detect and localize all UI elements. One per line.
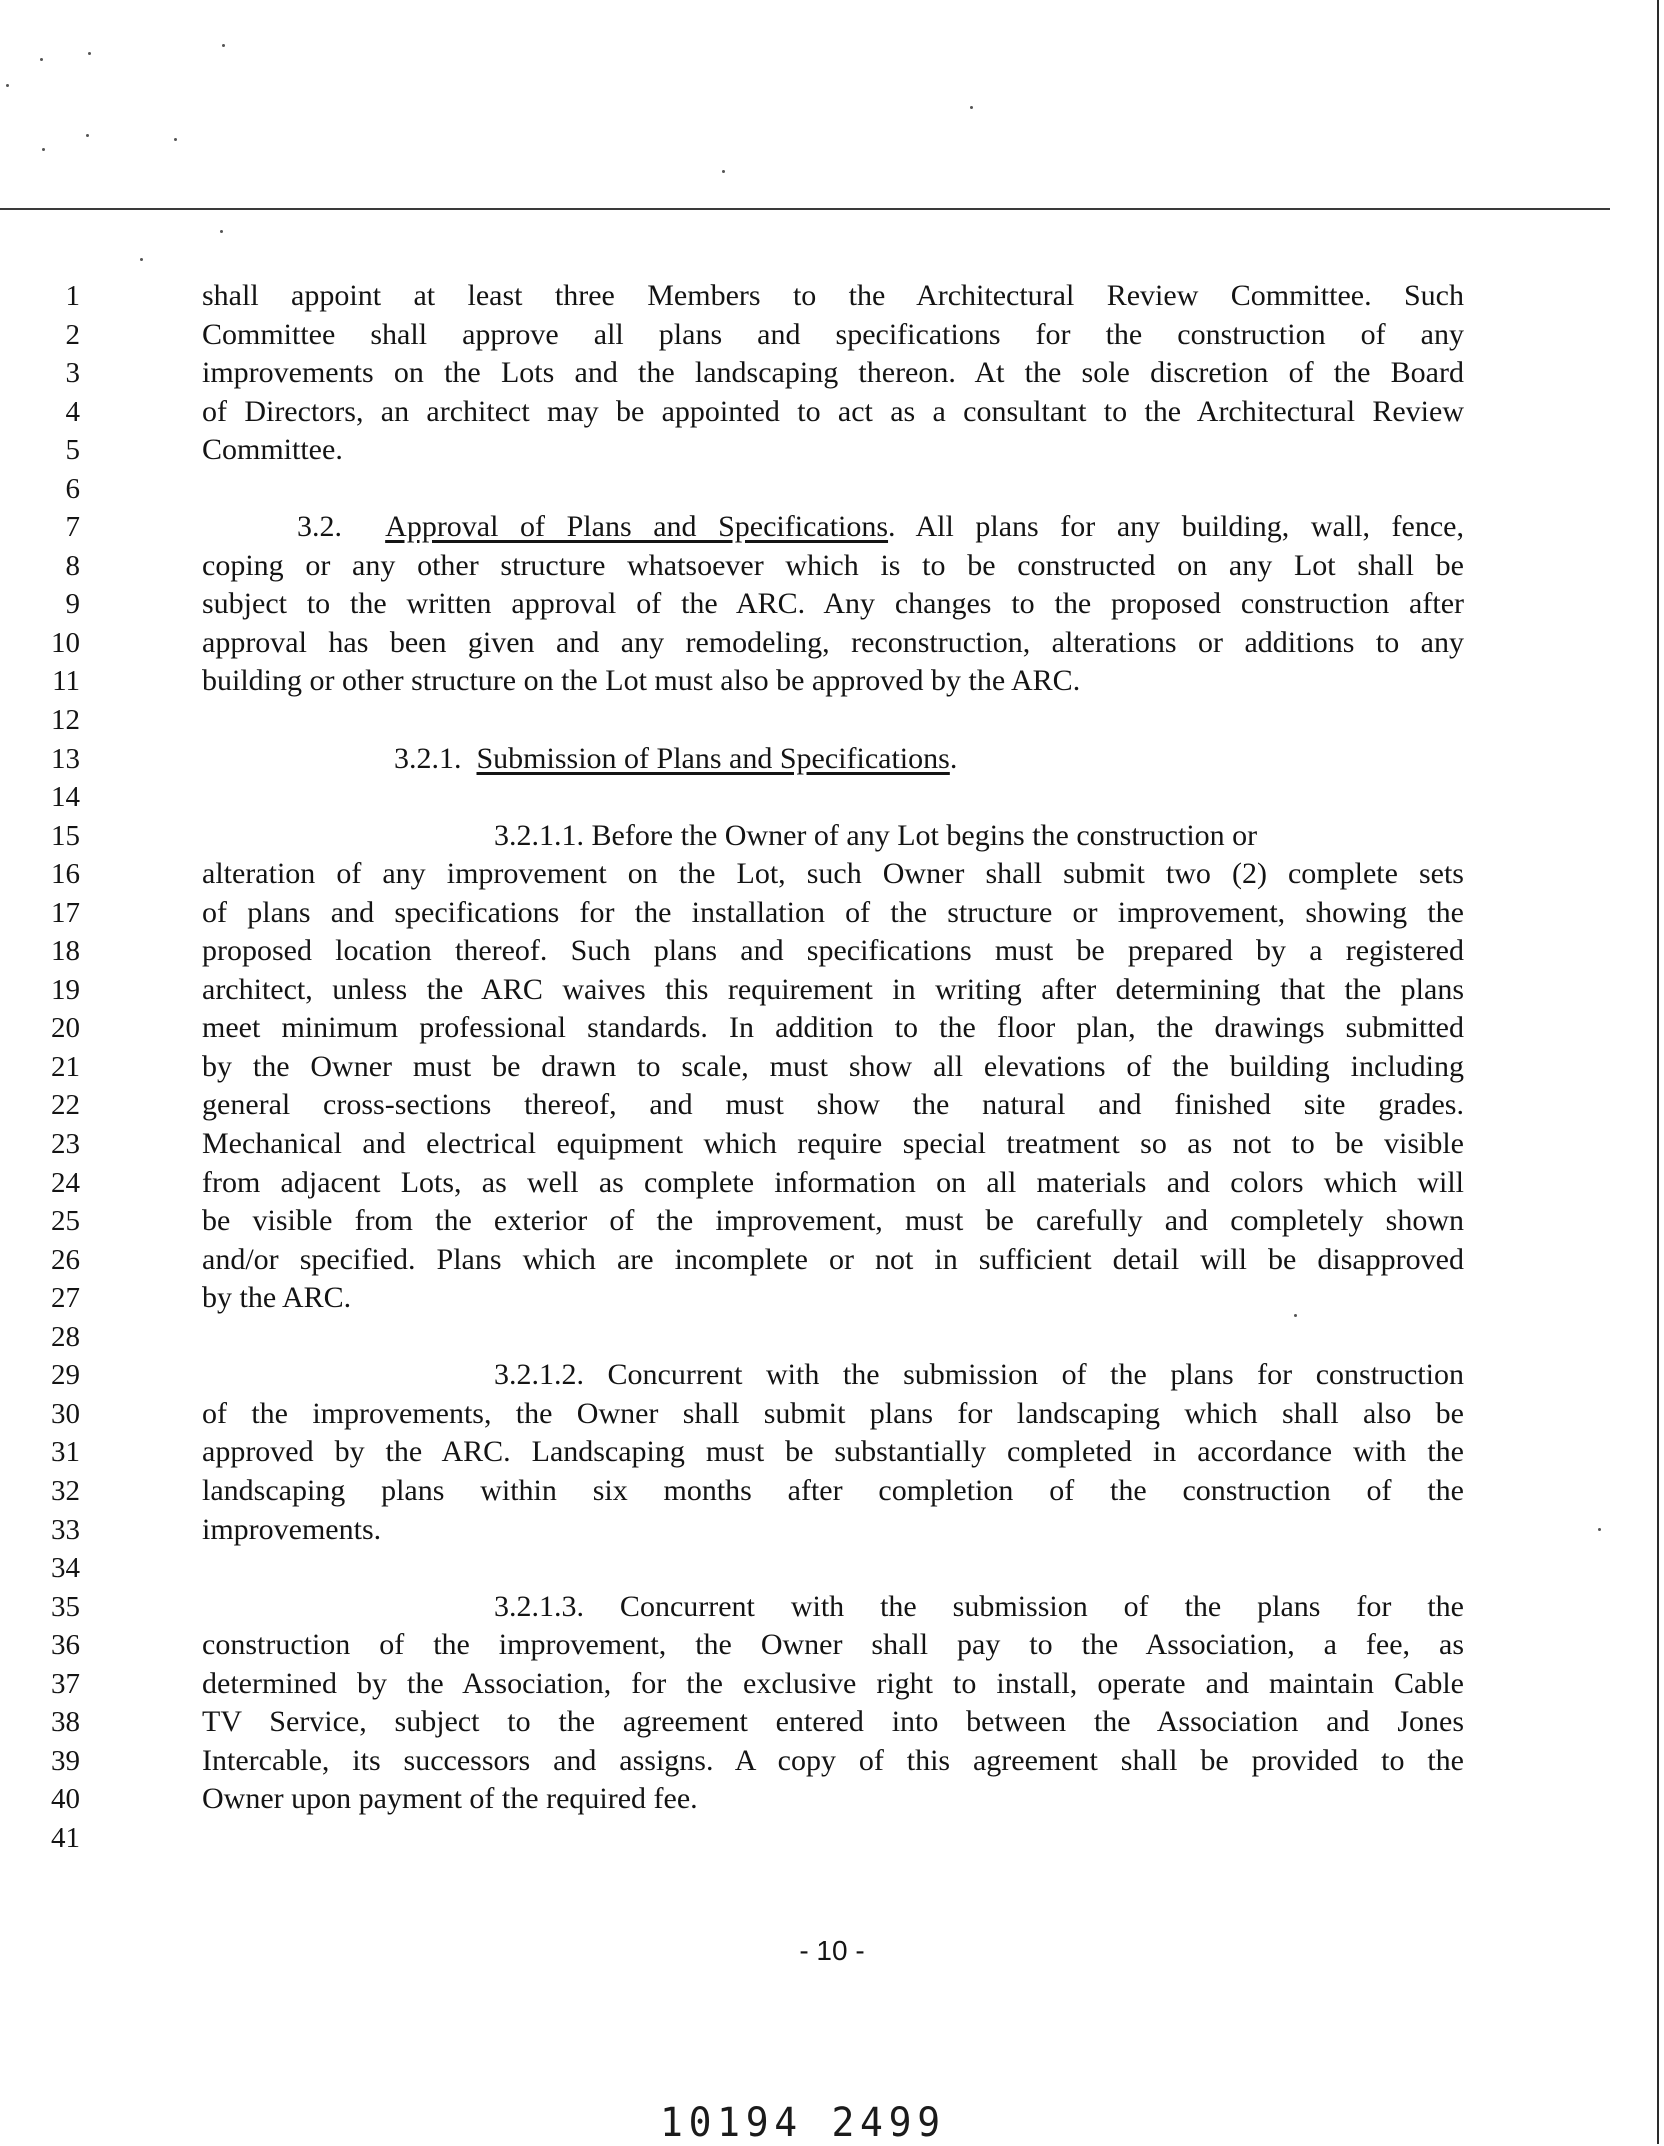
line-number: 9: [65, 588, 80, 621]
text-line: architect, unless the ARC waives this requirement in writing after determining that the plans: [202, 972, 1464, 1006]
text-line: landscaping plans within six months after completion of the construction of the: [202, 1473, 1464, 1507]
document-body: [202, 277, 1464, 1857]
text-line: TV Service, subject to the agreement entered into between the Association and Jones: [202, 1705, 1464, 1739]
text-line: by the Owner must be drawn to scale, must show all elevations of the building including: [202, 1049, 1464, 1083]
text-line: determined by the Association, for the exclusive right to install, operate and maintain Cable: [202, 1666, 1464, 1700]
line-number: 8: [65, 549, 80, 582]
scan-speck: [140, 258, 143, 261]
line-number: 6: [65, 472, 80, 505]
scan-speck: [174, 138, 177, 141]
line-number: 14: [51, 781, 80, 814]
line-number: 25: [51, 1205, 80, 1238]
line-number: 36: [51, 1629, 80, 1662]
line-number: 20: [51, 1012, 80, 1045]
recording-stamp: 10194 2499: [660, 2100, 946, 2146]
blank-line: [202, 1819, 1464, 1858]
section-3-2-heading-line: [202, 508, 1464, 547]
text-line: general cross-sections thereof, and must show the natural and finished site grades.: [202, 1088, 1464, 1122]
section-number: 3.2.1.: [394, 741, 462, 775]
section-3-2-1-1-first-line: 3.2.1.1. Before the Owner of any Lot begins the construction or: [494, 818, 1258, 852]
scan-speck: [40, 58, 43, 61]
text-line: Mechanical and electrical equipment which require special treatment so as not to be visible: [202, 1127, 1464, 1161]
blank-line: [202, 1549, 1464, 1588]
line-number: 22: [51, 1089, 80, 1122]
line-number: 30: [51, 1397, 80, 1430]
scan-speck: [222, 44, 225, 47]
page-number: - 10 -: [799, 1935, 865, 1966]
line-number: 10: [51, 626, 80, 659]
line-number: 3: [65, 357, 80, 390]
section-heading: Submission of Plans and Specifications: [476, 741, 950, 775]
text-line: meet minimum professional standards. In addition to the floor plan, the drawings submitted: [202, 1011, 1464, 1045]
text-line: Committee shall approve all plans and specifications for the construction of any: [202, 317, 1464, 351]
section-number: 3.2.: [297, 510, 342, 544]
line-number: 21: [51, 1050, 80, 1083]
text-line: shall appoint at least three Members to the Architectural Review Committee. Such: [202, 279, 1464, 312]
text-line: approval has been given and any remodeling, reconstruction, alterations or additions to any: [202, 625, 1464, 659]
line-number: 40: [51, 1783, 80, 1816]
section-heading: Approval of Plans and Specifications: [385, 510, 889, 544]
text-line: Intercable, its successors and assigns. A copy of this agreement shall be provided to the: [202, 1743, 1464, 1777]
line-number: 12: [51, 704, 80, 737]
line-number: 13: [51, 742, 80, 775]
blank-line: [202, 1318, 1464, 1357]
text-line: approved by the ARC. Landscaping must be substantially completed in accordance with the: [202, 1435, 1464, 1469]
line-number: 1: [65, 280, 80, 312]
line-number: 39: [51, 1744, 80, 1777]
line-number: 5: [65, 434, 80, 467]
line-number: 28: [51, 1320, 80, 1353]
line-number: 37: [51, 1667, 80, 1700]
text-line: of the improvements, the Owner shall submit plans for landscaping which shall also be: [202, 1396, 1464, 1430]
blank-line: [202, 701, 1464, 740]
line-number: 2: [65, 318, 80, 351]
scan-speck: [220, 230, 223, 233]
line-number: 4: [65, 395, 80, 428]
scan-speck: [722, 170, 725, 173]
line-number: 11: [52, 665, 80, 698]
line-number: 15: [51, 819, 80, 852]
text-line: be visible from the exterior of the improvement, must be carefully and completely shown: [202, 1204, 1464, 1238]
text-line: coping or any other structure whatsoever which is to be constructed on any Lot shall be: [202, 548, 1464, 582]
section-heading-rest: .: [949, 741, 958, 775]
text-line: of plans and specifications for the installation of the structure or improvement, showing the: [202, 895, 1464, 929]
blank-line: [202, 470, 1464, 509]
text-line: proposed location thereof. Such plans and specifications must be prepared by a registered: [202, 934, 1464, 968]
section-3-2-1-heading-line: [202, 740, 1464, 779]
text-line: alteration of any improvement on the Lot, such Owner shall submit two (2) complete sets: [202, 857, 1464, 891]
scan-speck: [86, 134, 89, 137]
line-number: 29: [51, 1359, 80, 1392]
scan-speck: [88, 52, 91, 55]
scan-speck: [970, 106, 973, 109]
line-number: 31: [51, 1436, 80, 1469]
line-number: 33: [51, 1513, 80, 1546]
line-number: 23: [51, 1128, 80, 1161]
line-number: 38: [51, 1706, 80, 1739]
section-3-2-1-2-first-line: 3.2.1.2. Concurrent with the submission of the plans for construction: [494, 1358, 1464, 1392]
page-edge-rule: [1657, 0, 1659, 2144]
section-3-2-1-3-first-line: 3.2.1.3. Concurrent with the submission of the plans for the: [494, 1589, 1464, 1623]
text-line: subject to the written approval of the ARC. Any changes to the proposed construction after: [202, 587, 1464, 621]
text-line: improvements.: [202, 1512, 382, 1546]
scan-speck: [6, 84, 9, 87]
line-number: 24: [51, 1166, 80, 1199]
line-number: 19: [51, 973, 80, 1006]
line-number: 35: [51, 1590, 80, 1623]
scan-speck: [42, 148, 45, 151]
text-line: improvements on the Lots and the landscaping thereon. At the sole discretion of the Board: [202, 356, 1464, 390]
text-line: building or other structure on the Lot must also be approved by the ARC.: [202, 664, 1081, 698]
header-rule: [0, 208, 1610, 210]
line-number: 18: [51, 935, 80, 968]
text-line: by the ARC.: [202, 1281, 352, 1315]
line-number: 26: [51, 1243, 80, 1276]
line-number: 7: [65, 511, 80, 544]
section-heading-rest: . All plans for any building, wall, fence,: [888, 510, 1464, 544]
text-line: from adjacent Lots, as well as complete information on all materials and colors which will: [202, 1165, 1464, 1199]
line-number: 27: [51, 1282, 80, 1315]
text-line: and/or specified. Plans which are incomplete or not in sufficient detail will be disapproved: [202, 1242, 1464, 1276]
text-line: Owner upon payment of the required fee.: [202, 1782, 698, 1816]
line-number: 17: [51, 896, 80, 929]
text-line: of Directors, an architect may be appointed to act as a consultant to the Architectural Review: [202, 394, 1464, 428]
line-number: 34: [51, 1552, 80, 1585]
line-number: 32: [51, 1474, 80, 1507]
scan-speck: [1598, 1528, 1601, 1531]
text-line: construction of the improvement, the Owner shall pay to the Association, a fee, as: [202, 1628, 1464, 1662]
text-line: Committee.: [202, 433, 343, 467]
line-number: 41: [51, 1821, 80, 1854]
blank-line: [202, 778, 1464, 817]
line-number: 16: [51, 858, 80, 891]
line-number-column: [30, 277, 80, 1857]
